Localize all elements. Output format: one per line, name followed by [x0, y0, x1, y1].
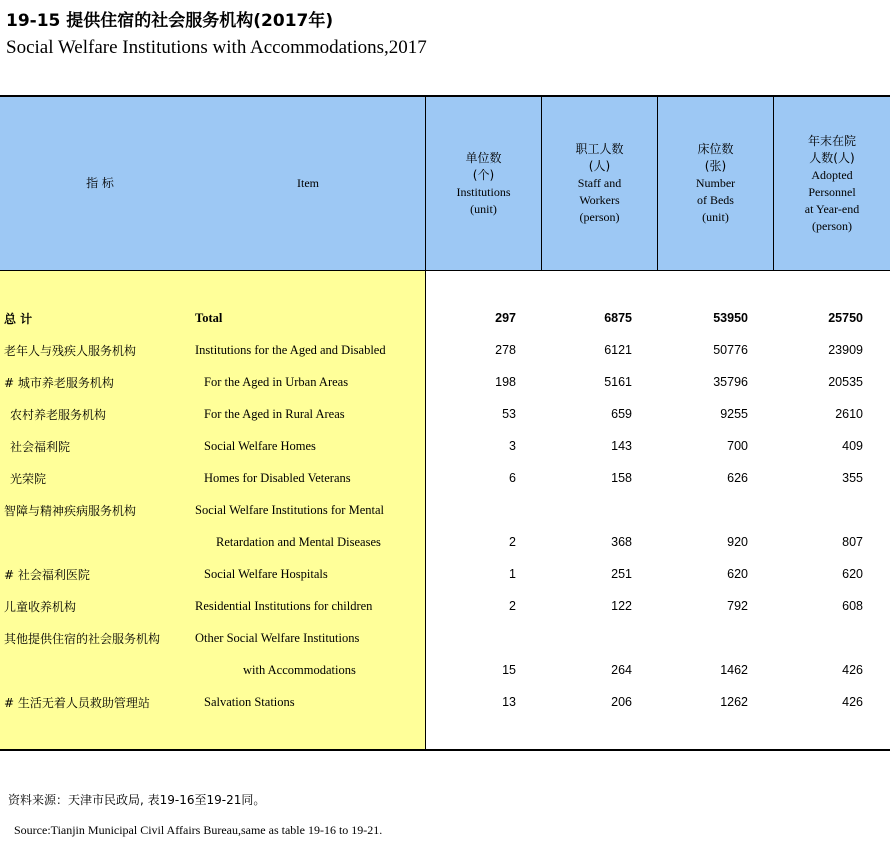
header-bottom-rule — [0, 270, 890, 271]
row-label-en: Salvation Stations — [204, 695, 295, 709]
cell-adopted: 426 — [842, 663, 863, 677]
header-indicator: 指 标 — [86, 176, 114, 190]
cell-institutions: 13 — [502, 695, 516, 709]
table-row — [0, 527, 890, 559]
table-row — [0, 431, 890, 463]
cell-beds: 50776 — [713, 343, 748, 357]
row-label-en: Social Welfare Hospitals — [204, 567, 328, 581]
table-row — [0, 495, 890, 527]
cell-beds: 920 — [727, 535, 748, 549]
row-label-en: For the Aged in Urban Areas — [204, 375, 349, 389]
row-label-cn: # 社会福利医院 — [4, 568, 90, 582]
table-row — [0, 367, 890, 399]
cell-beds: 626 — [727, 471, 748, 485]
table-row — [0, 335, 890, 367]
cell-beds: 1462 — [720, 663, 748, 677]
cell-adopted: 807 — [842, 535, 863, 549]
cell-staff: 143 — [611, 439, 632, 453]
cell-institutions: 198 — [495, 375, 516, 389]
cell-beds: 1262 — [720, 695, 748, 709]
cell-adopted: 20535 — [828, 375, 863, 389]
cell-staff: 5161 — [604, 375, 632, 389]
row-label-en: Social Welfare Homes — [204, 439, 316, 453]
row-label-en: Institutions for the Aged and Disabled — [195, 343, 386, 357]
cell-adopted: 2610 — [835, 407, 863, 421]
cell-adopted: 25750 — [828, 311, 863, 325]
cell-staff: 122 — [611, 599, 632, 613]
row-label-cn: 老年人与残疾人服务机构 — [4, 344, 137, 358]
table-row — [0, 655, 890, 687]
cell-beds: 620 — [727, 567, 748, 581]
cell-staff: 659 — [611, 407, 632, 421]
row-label-en: Total — [195, 311, 223, 325]
cell-institutions: 278 — [495, 343, 516, 357]
cell-beds: 792 — [727, 599, 748, 613]
table-row — [0, 591, 890, 623]
row-label-cn: 农村养老服务机构 — [10, 408, 107, 422]
row-label-cn: 总 计 — [4, 312, 33, 326]
cell-adopted: 355 — [842, 471, 863, 485]
table-title-english: Social Welfare Institutions with Accommodations,2017 — [6, 37, 427, 58]
cell-beds: 53950 — [713, 311, 748, 325]
cell-institutions: 2 — [509, 535, 516, 549]
row-label-en: For the Aged in Rural Areas — [204, 407, 345, 421]
source-note-chinese: 资料来源：天津市民政局, 表19-16至19-21同。 — [8, 793, 266, 807]
table-row-total — [0, 303, 890, 335]
cell-staff: 6121 — [604, 343, 632, 357]
table-bottom-rule — [0, 749, 890, 751]
cell-adopted: 620 — [842, 567, 863, 581]
cell-institutions: 15 — [502, 663, 516, 677]
cell-adopted: 426 — [842, 695, 863, 709]
header-institutions: 单位数 (个) Institutions (unit) — [456, 150, 511, 216]
cell-institutions: 1 — [509, 567, 516, 581]
cell-beds: 35796 — [713, 375, 748, 389]
cell-institutions: 297 — [495, 311, 516, 325]
cell-staff: 6875 — [604, 311, 632, 325]
source-note-english: Source:Tianjin Municipal Civil Affairs Bureau,same as table 19-16 to 19-21. — [14, 823, 383, 837]
row-label-cn: # 生活无着人员救助管理站 — [4, 696, 150, 710]
cell-staff: 158 — [611, 471, 632, 485]
row-label-cn: 儿童收养机构 — [4, 600, 77, 614]
row-label-en: Social Welfare Institutions for Mental — [195, 503, 384, 517]
header-item: Item — [297, 176, 319, 190]
cell-institutions: 6 — [509, 471, 516, 485]
table-row — [0, 687, 890, 719]
table-title-chinese: 19-15 提供住宿的社会服务机构(2017年) — [6, 11, 334, 31]
row-label-en: Retardation and Mental Diseases — [216, 535, 381, 549]
cell-institutions: 3 — [509, 439, 516, 453]
cell-beds: 700 — [727, 439, 748, 453]
header-adopted-personnel: 年末在院 人数(人) Adopted Personnel at Year-end (person) — [804, 133, 860, 233]
row-label-en: with Accommodations — [243, 663, 356, 677]
cell-institutions: 53 — [502, 407, 516, 421]
cell-beds: 9255 — [720, 407, 748, 421]
cell-staff: 206 — [611, 695, 632, 709]
cell-staff: 264 — [611, 663, 632, 677]
row-label-cn: 其他提供住宿的社会服务机构 — [4, 632, 161, 646]
row-label-en: Homes for Disabled Veterans — [204, 471, 351, 485]
table-row — [0, 399, 890, 431]
row-label-cn: # 城市养老服务机构 — [4, 376, 114, 390]
row-label-cn: 社会福利院 — [10, 440, 71, 454]
row-label-en: Other Social Welfare Institutions — [195, 631, 360, 645]
table-row — [0, 559, 890, 591]
row-label-cn: 光荣院 — [10, 472, 47, 486]
header-staff: 职工人数 (人) Staff and Workers (person) — [575, 142, 624, 224]
header-beds: 床位数 (张) Number of Beds (unit) — [695, 142, 736, 224]
table-row — [0, 463, 890, 495]
cell-adopted: 23909 — [828, 343, 863, 357]
row-label-cn: 智障与精神疾病服务机构 — [4, 504, 137, 518]
table-row — [0, 623, 890, 655]
row-label-en: Residential Institutions for children — [195, 599, 373, 613]
cell-staff: 368 — [611, 535, 632, 549]
cell-institutions: 2 — [509, 599, 516, 613]
cell-staff: 251 — [611, 567, 632, 581]
cell-adopted: 608 — [842, 599, 863, 613]
cell-adopted: 409 — [842, 439, 863, 453]
